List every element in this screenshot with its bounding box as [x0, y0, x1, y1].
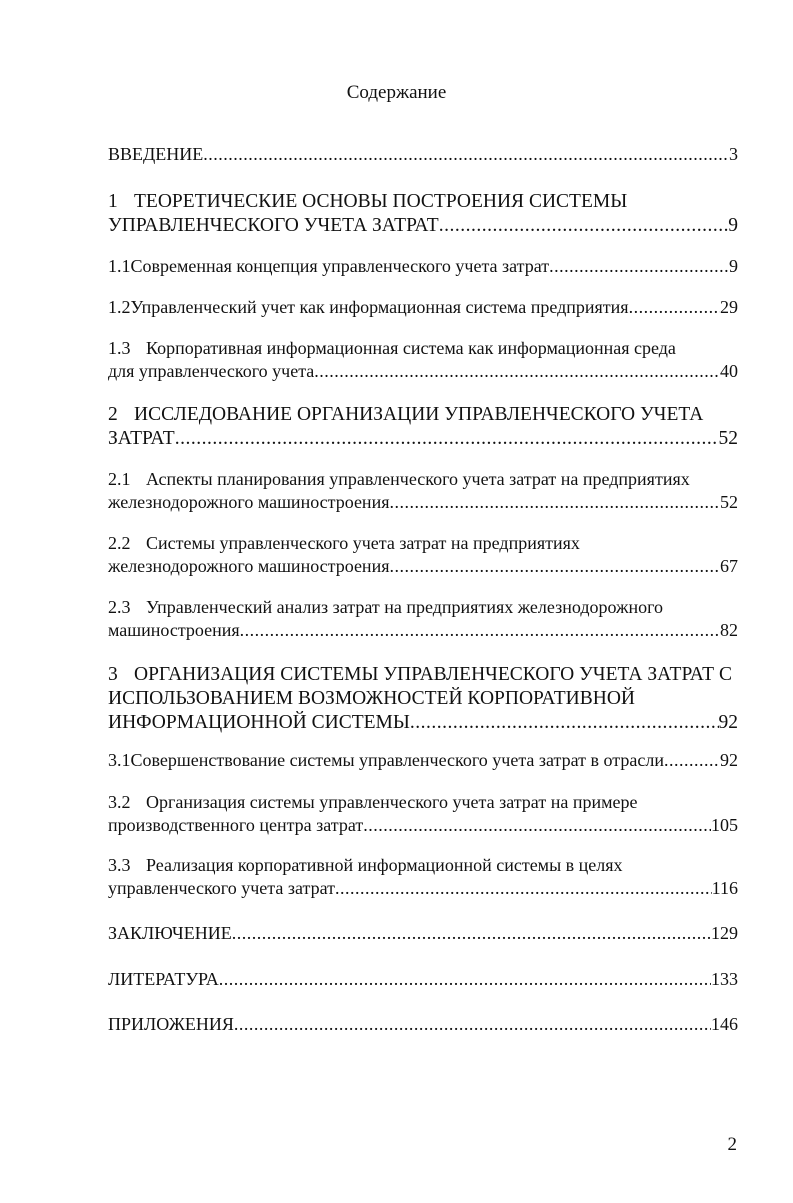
toc-entry-title-line: Реализация корпоративной информационной системы в целях [146, 855, 623, 875]
toc-entry-number: 3.2 [108, 792, 131, 812]
toc-page-number: 67 [720, 556, 738, 576]
toc-entry-title: ПРИЛОЖЕНИЯ [108, 1014, 234, 1034]
toc-entry-chapter-3[interactable] [108, 663, 738, 735]
toc-page-number: 40 [720, 361, 738, 381]
toc-entry-title: железнодорожного машиностроения [108, 492, 390, 512]
leader-dots [314, 360, 720, 383]
toc-page-number: 82 [720, 620, 738, 640]
toc-entry-title: УПРАВЛЕНЧЕСКОГО УЧЕТА ЗАТРАТ [108, 215, 439, 236]
toc-page-number: 133 [711, 969, 738, 989]
toc-entry-title: производственного центра затрат [108, 815, 364, 835]
toc-entry-number: 1 [108, 191, 118, 212]
toc-entry-title: для управленческого учета [108, 361, 315, 381]
toc-entry-2-3[interactable] [108, 596, 738, 642]
toc-entry-2-1[interactable] [108, 468, 738, 514]
leader-dots [389, 491, 720, 514]
toc-entry-title-line: ТЕОРЕТИЧЕСКИЕ ОСНОВЫ ПОСТРОЕНИЯ СИСТЕМЫ [134, 191, 628, 212]
toc-entry-title-line: ИСПОЛЬЗОВАНИЕМ ВОЗМОЖНОСТЕЙ КОРПОРАТИВНОЙ [108, 688, 635, 709]
toc-entry-number: 3.3 [108, 855, 131, 875]
leader-dots [234, 1013, 711, 1036]
toc-entry-title: ЗАКЛЮЧЕНИЕ [108, 923, 232, 943]
toc-entry-number: 1.1 [108, 256, 131, 276]
toc-entry-title: ИНФОРМАЦИОННОЙ СИСТЕМЫ [108, 712, 410, 733]
toc-entry-number: 2.1 [108, 469, 131, 489]
toc-entry-title-line: Управленческий анализ затрат на предприятиях железнодорожного [146, 597, 664, 617]
toc-entry-appendices[interactable] [108, 1013, 738, 1036]
page-number: 2 [727, 1134, 737, 1155]
toc-page-number: 129 [711, 923, 738, 943]
toc-entry-introduction[interactable] [108, 143, 738, 166]
toc-page-number: 52 [720, 492, 738, 512]
toc-entry-title-line: Организация системы управленческого учета затрат на примере [146, 792, 638, 812]
leader-dots [664, 749, 720, 772]
toc-entry-1-3[interactable] [108, 337, 738, 383]
toc-entry-3-1[interactable] [108, 749, 738, 772]
leader-dots [232, 922, 711, 945]
toc-entry-chapter-2[interactable] [108, 403, 738, 451]
toc-page-number: 9 [728, 215, 738, 236]
toc-page-number: 105 [711, 815, 738, 835]
toc-entry-title: Совершенствование системы управленческого учета затрат в отрасли [130, 750, 664, 770]
leader-dots [439, 214, 729, 238]
toc-entry-title-line: ИССЛЕДОВАНИЕ ОРГАНИЗАЦИИ УПРАВЛЕНЧЕСКОГО УЧЕТА [134, 404, 704, 425]
toc-page-number: 9 [729, 256, 738, 276]
toc-entry-literature[interactable] [108, 968, 738, 991]
leader-dots [335, 877, 712, 900]
toc-entry-number: 1.3 [108, 338, 131, 358]
leader-dots [175, 427, 719, 451]
toc-entry-title: ВВЕДЕНИЕ [108, 144, 204, 164]
toc-entry-title-line: Системы управленческого учета затрат на предприятиях [146, 533, 580, 553]
page-title: Содержание [346, 82, 447, 103]
leader-dots [203, 143, 729, 166]
toc-entry-3-2[interactable] [108, 791, 738, 837]
toc-entry-title: ЛИТЕРАТУРА [108, 969, 219, 989]
toc-page-number: 3 [729, 144, 738, 164]
toc-entry-3-3[interactable] [108, 854, 738, 900]
toc-page-number: 146 [711, 1014, 738, 1034]
toc-entry-title: Современная концепция управленческого учета затрат [130, 256, 550, 276]
toc-entry-title-line: Аспекты планирования управленческого учета затрат на предприятиях [146, 469, 690, 489]
leader-dots [240, 619, 720, 642]
toc-entry-title-line: Корпоративная информационная система как информационная среда [146, 338, 676, 358]
toc-entry-title: железнодорожного машиностроения [108, 556, 390, 576]
toc-entry-title-line: ОРГАНИЗАЦИЯ СИСТЕМЫ УПРАВЛЕНЧЕСКОГО УЧЕТА ЗАТРАТ С [134, 664, 732, 685]
toc-page-number: 52 [718, 428, 738, 449]
toc-entry-title: ЗАТРАТ [108, 428, 175, 449]
toc-entry-number: 2.2 [108, 533, 131, 553]
toc-entry-1-2[interactable] [108, 296, 738, 319]
leader-dots [389, 555, 720, 578]
toc-entry-1-1[interactable] [108, 255, 738, 278]
toc-page-number: 92 [720, 750, 738, 770]
toc-entry-number: 1.2 [108, 297, 131, 317]
toc-entry-number: 2.3 [108, 597, 131, 617]
toc-entry-number: 3 [108, 664, 118, 685]
toc-entry-number: 3.1 [108, 750, 131, 770]
toc-entry-2-2[interactable] [108, 532, 738, 578]
toc-entry-title: машиностроения [108, 620, 240, 640]
leader-dots [629, 296, 720, 319]
toc-entry-conclusion[interactable] [108, 922, 738, 945]
toc-page-number: 92 [718, 712, 738, 733]
toc-page-number: 116 [711, 878, 738, 898]
toc-page-number: 29 [720, 297, 738, 317]
leader-dots [219, 968, 711, 991]
toc-entry-title: Управленческий учет как информационная система предприятия [130, 297, 629, 317]
leader-dots [410, 711, 719, 735]
toc-entry-chapter-1[interactable] [108, 190, 738, 238]
toc-entry-title: управленческого учета затрат [108, 878, 335, 898]
toc-entry-number: 2 [108, 404, 118, 425]
leader-dots [549, 255, 729, 278]
leader-dots [363, 814, 711, 837]
